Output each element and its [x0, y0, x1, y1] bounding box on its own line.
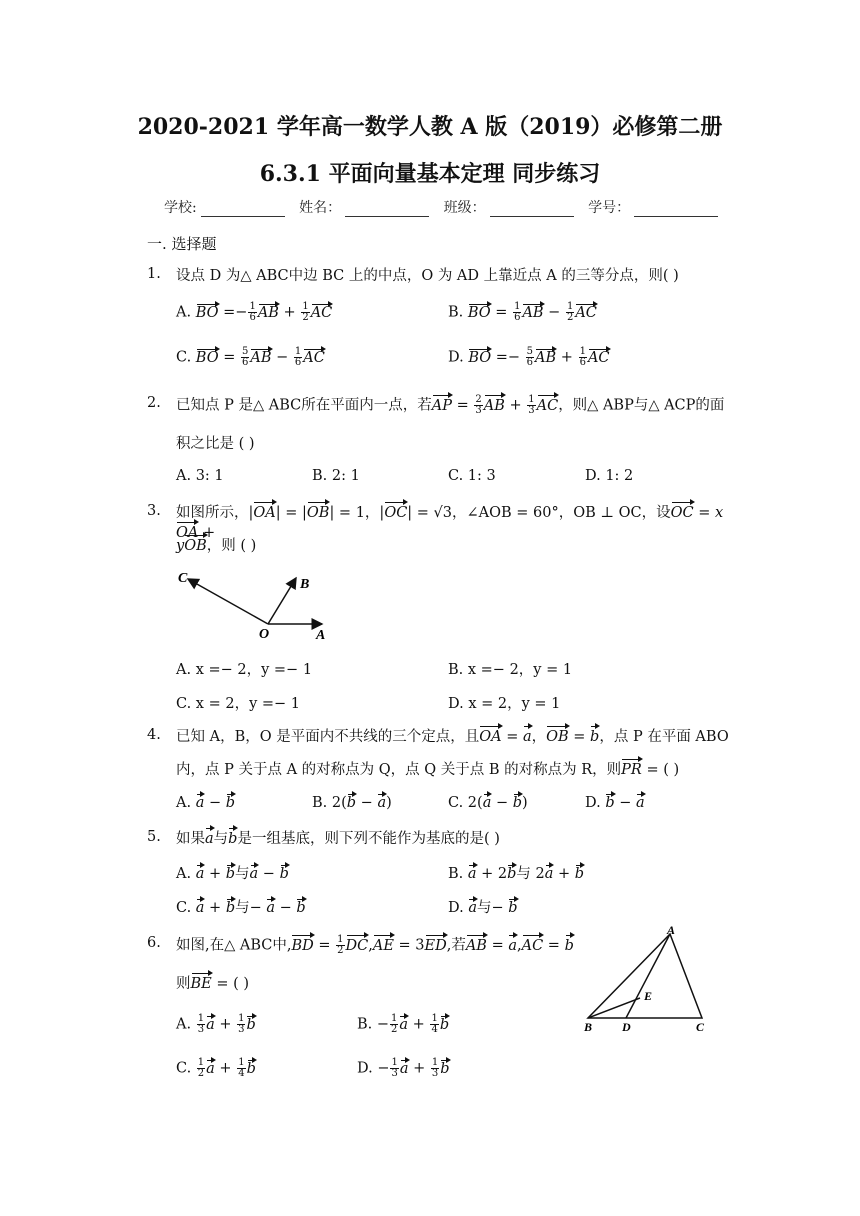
student-number-label: 学号：	[588, 200, 631, 216]
question-5-stem: 如果a与b是一组基底，则下列不能作为基底的是( )	[176, 831, 500, 847]
student-number-blank	[634, 202, 718, 217]
question-6-stem-cont: 则BE = ( )	[176, 976, 250, 992]
q6-triangle-figure	[578, 922, 718, 1038]
label-o: O	[259, 627, 270, 642]
q4-option-c: C. 2(a − b)	[448, 795, 528, 811]
question-4-number: 4.	[147, 727, 161, 743]
q2-option-b: B. 2: 1	[312, 468, 360, 484]
q3-option-d: D. x = 2，y = 1	[448, 696, 561, 712]
q2-option-c: C. 1: 3	[448, 468, 496, 484]
class-label: 班级：	[443, 200, 486, 216]
q3-option-a: A. x =− 2，y =− 1	[176, 662, 313, 678]
q6-option-d: D. − $\frac{1}{3}$ a + $\frac{1}{3}$ b	[357, 1057, 450, 1079]
question-1-number: 1.	[147, 266, 161, 282]
label-a: A	[667, 923, 676, 937]
name-blank	[345, 202, 429, 217]
q4-option-a: A. a − b	[176, 795, 236, 811]
label-c: C	[178, 571, 188, 586]
question-3-stem: 如图所示，|OA| = |OB| = 1，|OC| = √3，∠AOB = 60°，OB ⊥ OC，设OC = xOA +	[176, 505, 724, 541]
q1-option-c: C. BO = $\frac{5}{6}$ AB − $\frac{1}{6}$ AC	[176, 346, 325, 368]
label-e: E	[644, 989, 653, 1003]
q2-option-a: A. 3: 1	[176, 468, 224, 484]
label-b: B	[300, 577, 310, 592]
question-1-stem: 设点 D 为△ ABC中边 BC 上的中点，O 为 AD 上靠近点 A 的三等分点，则( )	[176, 268, 679, 284]
question-5-number: 5.	[147, 829, 161, 845]
label-c: C	[696, 1020, 705, 1034]
question-4-stem-cont: 内，点 P 关于点 A 的对称点为 Q，点 Q 关于点 B 的对称点为 R，则PR = ( )	[176, 762, 680, 778]
student-info-row	[164, 197, 728, 217]
q5-option-d: D. a与− b	[448, 900, 518, 916]
q3-option-c: C. x = 2，y =− 1	[176, 696, 301, 712]
q5-option-a: A. a + b与a − b	[176, 866, 289, 882]
q2-option-d: D. 1: 2	[585, 468, 634, 484]
worksheet-title: 2020-2021 学年高一数学人教 A 版（2019）必修第二册	[137, 114, 723, 140]
school-label: 学校:	[164, 200, 197, 216]
q4-option-d: D. b − a	[585, 795, 645, 811]
q4-option-b: B. 2(b − a)	[312, 795, 392, 811]
question-3-stem-cont: yOB，则 ( )	[176, 538, 257, 554]
question-4-stem: 已知 A，B，O 是平面内不共线的三个定点，且OA = a，OB = b，点 P 在平面 ABO	[176, 729, 729, 745]
worksheet-subtitle: 6.3.1 平面向量基本定理 同步练习	[259, 161, 601, 187]
vector-oc	[188, 579, 268, 624]
q1-option-b: B. BO = $\frac{1}{6}$ AB − $\frac{1}{2}$ AC	[448, 301, 597, 323]
q1-option-a: A. BO =− $\frac{1}{6}$ AB + $\frac{1}{2}$ AC	[176, 301, 333, 323]
question-6-stem: 如图,在△ ABC中,BD = $\frac{1}{2}$ DC,AE = 3ED,若AB = a,AC = b	[176, 934, 574, 956]
name-label: 姓名：	[299, 200, 342, 216]
vector-ob	[268, 578, 296, 624]
q6-option-b: B. − $\frac{1}{2}$ a + $\frac{1}{4}$ b	[357, 1013, 450, 1035]
class-blank	[490, 202, 574, 217]
q3-vector-figure	[172, 566, 342, 646]
question-2-stem-cont: 积之比是 ( )	[176, 436, 255, 452]
q5-option-c: C. a + b与− a − b	[176, 900, 306, 916]
label-a: A	[316, 628, 326, 643]
label-d: D	[622, 1020, 631, 1034]
segment-be	[588, 998, 640, 1018]
label-b: B	[584, 1020, 593, 1034]
school-blank	[201, 202, 285, 217]
section-heading: 一. 选择题	[147, 235, 217, 253]
q1-option-d: D. BO =− $\frac{5}{6}$ AB + $\frac{1}{6}$ AC	[448, 346, 610, 368]
question-6-number: 6.	[147, 935, 161, 951]
q6-option-c: C. $\frac{1}{2}$ a + $\frac{1}{4}$ b	[176, 1057, 256, 1079]
question-2-stem: 已知点 P 是△ ABC所在平面内一点，若AP = $\frac{2}{3}$ AB + $\frac{1}{3}$ AC，则△ ABP与△ ACP的面	[176, 394, 725, 416]
q6-option-a: A. $\frac{1}{3}$ a + $\frac{1}{3}$ b	[176, 1013, 256, 1035]
q5-option-b: B. a + 2b与 2a + b	[448, 866, 585, 882]
triangle-abc	[588, 934, 702, 1018]
question-2-number: 2.	[147, 395, 161, 411]
q3-option-b: B. x =− 2，y = 1	[448, 662, 573, 678]
question-3-number: 3.	[147, 503, 161, 519]
segment-ad	[626, 934, 670, 1018]
